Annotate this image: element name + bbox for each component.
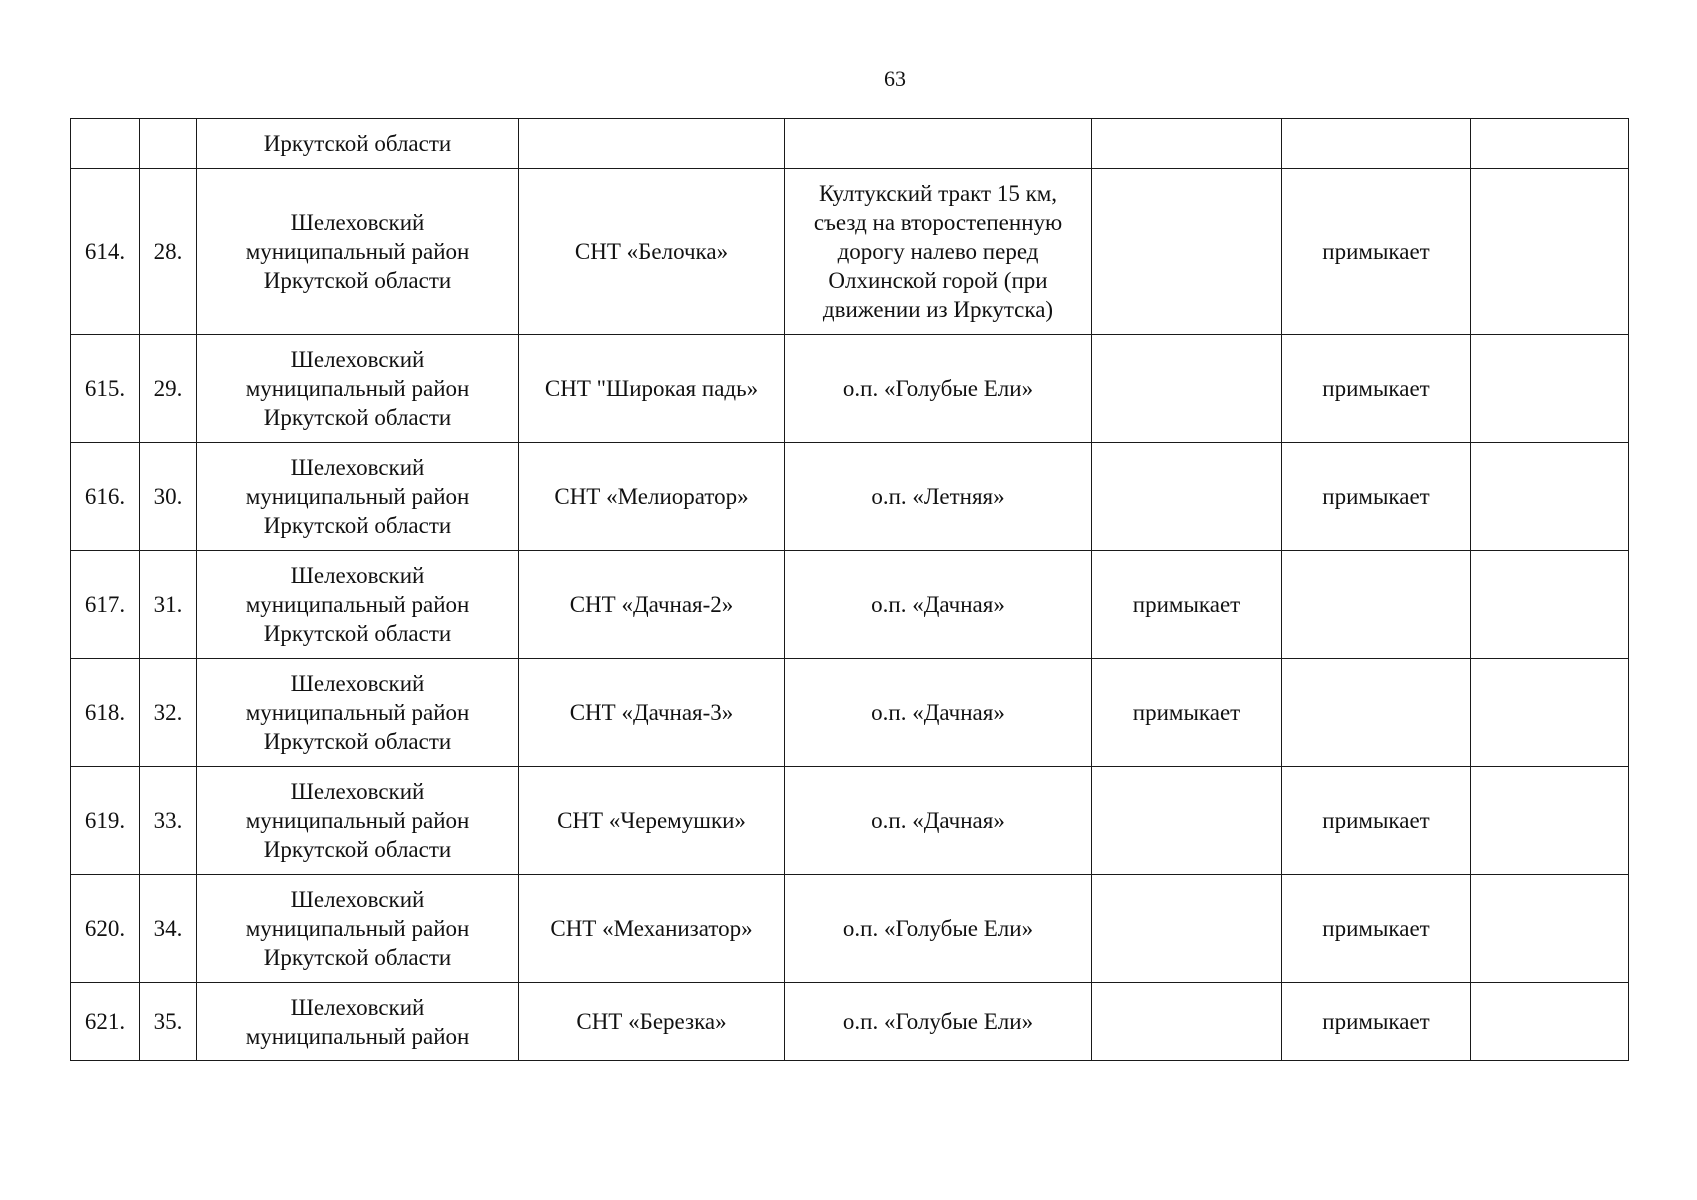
location-cell: о.п. «Дачная» bbox=[785, 551, 1092, 659]
table-row bbox=[71, 169, 1629, 335]
snt-cell: СНТ «Мелиоратор» bbox=[519, 443, 785, 551]
location-cell: о.п. «Голубые Ели» bbox=[785, 335, 1092, 443]
table-row bbox=[71, 335, 1629, 443]
empty-cell bbox=[1471, 335, 1629, 443]
table-row bbox=[71, 443, 1629, 551]
district-cell: Шелеховский муниципальный район Иркутской области bbox=[197, 551, 519, 659]
row-number-local: 29. bbox=[140, 335, 197, 443]
row-number-global: 614. bbox=[71, 169, 140, 335]
district-cell: Шелеховский муниципальный район Иркутской области bbox=[197, 443, 519, 551]
adjacency-cell-a bbox=[1092, 169, 1282, 335]
location-cell bbox=[785, 119, 1092, 169]
district-cell: Иркутской области bbox=[197, 119, 519, 169]
adjacency-cell-b bbox=[1282, 659, 1471, 767]
adjacency-cell-b: примыкает bbox=[1282, 983, 1471, 1061]
adjacency-cell-b bbox=[1282, 551, 1471, 659]
adjacency-cell-b: примыкает bbox=[1282, 169, 1471, 335]
adjacency-cell-b bbox=[1282, 119, 1471, 169]
row-number-local: 31. bbox=[140, 551, 197, 659]
table-row bbox=[71, 767, 1629, 875]
district-cell: Шелеховский муниципальный район Иркутской области bbox=[197, 335, 519, 443]
row-number-local: 30. bbox=[140, 443, 197, 551]
adjacency-cell-a bbox=[1092, 767, 1282, 875]
row-number-global: 621. bbox=[71, 983, 140, 1061]
empty-cell bbox=[1471, 767, 1629, 875]
row-number-global: 616. bbox=[71, 443, 140, 551]
empty-cell bbox=[1471, 875, 1629, 983]
snt-cell: СНТ «Дачная-2» bbox=[519, 551, 785, 659]
empty-cell bbox=[1471, 551, 1629, 659]
data-table bbox=[70, 118, 1629, 1061]
empty-cell bbox=[1471, 169, 1629, 335]
row-number-local: 32. bbox=[140, 659, 197, 767]
row-number-local: 34. bbox=[140, 875, 197, 983]
table-row bbox=[71, 875, 1629, 983]
district-cell: Шелеховский муниципальный район Иркутской области bbox=[197, 169, 519, 335]
adjacency-cell-b: примыкает bbox=[1282, 443, 1471, 551]
row-number-global: 615. bbox=[71, 335, 140, 443]
row-number-local: 28. bbox=[140, 169, 197, 335]
district-cell: Шелеховский муниципальный район Иркутской области bbox=[197, 659, 519, 767]
empty-cell bbox=[1471, 983, 1629, 1061]
row-number-global: 620. bbox=[71, 875, 140, 983]
adjacency-cell-a bbox=[1092, 443, 1282, 551]
location-cell: Култукский тракт 15 км, съезд на второстепенную дорогу налево перед Олхинской горой (при движении из Иркутска) bbox=[785, 169, 1092, 335]
table-row bbox=[71, 119, 1629, 169]
location-cell: о.п. «Дачная» bbox=[785, 659, 1092, 767]
row-number-global: 619. bbox=[71, 767, 140, 875]
snt-cell: СНТ «Дачная-3» bbox=[519, 659, 785, 767]
adjacency-cell-a bbox=[1092, 119, 1282, 169]
location-cell: о.п. «Дачная» bbox=[785, 767, 1092, 875]
empty-cell bbox=[1471, 659, 1629, 767]
adjacency-cell-a: примыкает bbox=[1092, 659, 1282, 767]
adjacency-cell-b: примыкает bbox=[1282, 875, 1471, 983]
snt-cell bbox=[519, 119, 785, 169]
adjacency-cell-a bbox=[1092, 875, 1282, 983]
row-number-global: 617. bbox=[71, 551, 140, 659]
snt-cell: СНТ «Механизатор» bbox=[519, 875, 785, 983]
district-cell: Шелеховский муниципальный район Иркутской области bbox=[197, 875, 519, 983]
location-cell: о.п. «Летняя» bbox=[785, 443, 1092, 551]
row-number-local: 35. bbox=[140, 983, 197, 1061]
adjacency-cell-a: примыкает bbox=[1092, 551, 1282, 659]
row-number-local bbox=[140, 119, 197, 169]
row-number-local: 33. bbox=[140, 767, 197, 875]
snt-cell: СНТ «Черемушки» bbox=[519, 767, 785, 875]
location-cell: о.п. «Голубые Ели» bbox=[785, 875, 1092, 983]
adjacency-cell-a bbox=[1092, 983, 1282, 1061]
location-cell: о.п. «Голубые Ели» bbox=[785, 983, 1092, 1061]
adjacency-cell-b: примыкает bbox=[1282, 767, 1471, 875]
snt-cell: СНТ «Березка» bbox=[519, 983, 785, 1061]
district-cell: Шелеховский муниципальный район Иркутской области bbox=[197, 767, 519, 875]
page-number: 63 bbox=[884, 66, 906, 91]
district-cell: Шелеховский муниципальный район bbox=[197, 983, 519, 1061]
empty-cell bbox=[1471, 119, 1629, 169]
row-number-global: 618. bbox=[71, 659, 140, 767]
empty-cell bbox=[1471, 443, 1629, 551]
adjacency-cell-b: примыкает bbox=[1282, 335, 1471, 443]
table-row bbox=[71, 983, 1629, 1061]
table-row bbox=[71, 659, 1629, 767]
snt-cell: СНТ "Широкая падь» bbox=[519, 335, 785, 443]
table-row bbox=[71, 551, 1629, 659]
adjacency-cell-a bbox=[1092, 335, 1282, 443]
row-number-global bbox=[71, 119, 140, 169]
snt-cell: СНТ «Белочка» bbox=[519, 169, 785, 335]
